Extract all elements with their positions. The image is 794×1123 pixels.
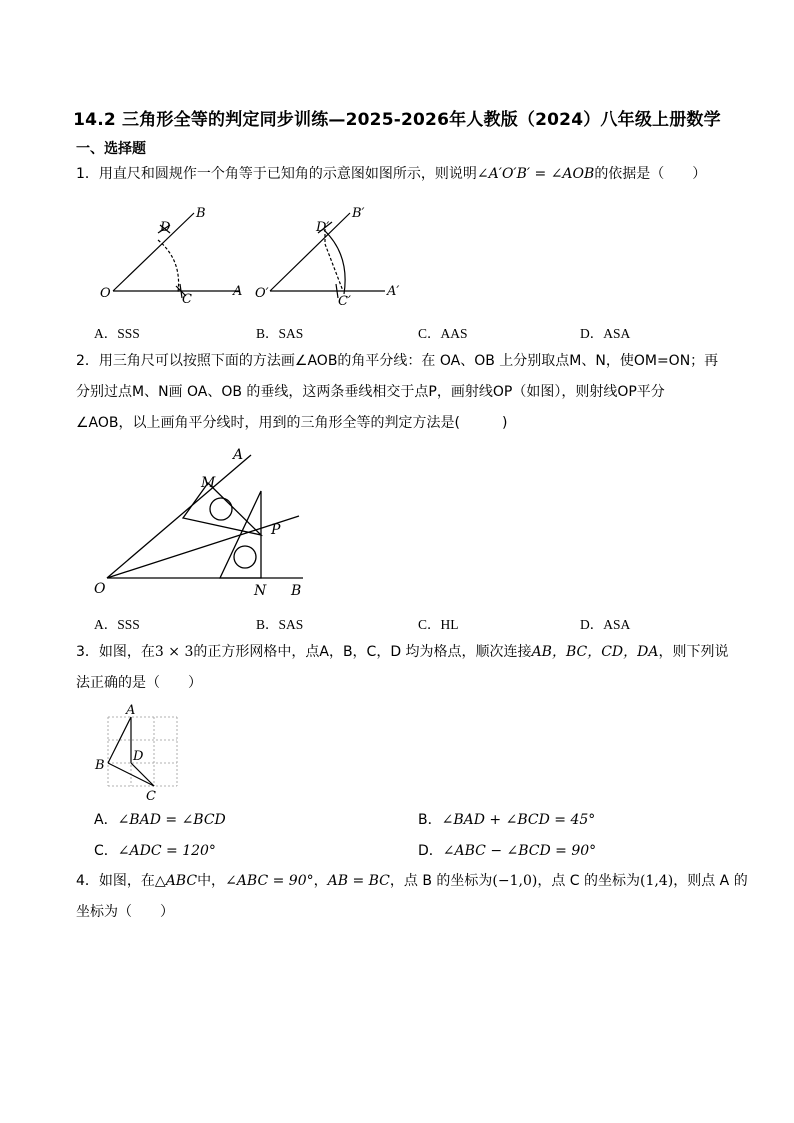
question-text: 用直尺和圆规作一个角等于已知角的示意图如图所示，则说明	[98, 166, 477, 182]
question-4-stem	[76, 866, 748, 896]
label-d: D	[160, 220, 171, 235]
option-letter: A．	[94, 812, 118, 828]
math-expression: △ABC	[154, 873, 198, 889]
figure-grid-3x3	[90, 700, 190, 806]
label-b-prime: B′	[352, 206, 365, 221]
option-math: ∠BAD + ∠BCD = 45°	[441, 812, 596, 828]
label-a: A	[233, 447, 244, 463]
figure-angle-bisector	[85, 443, 325, 603]
construction-arc	[158, 240, 179, 292]
option-math: ∠ABC − ∠BCD = 90°	[442, 843, 597, 859]
q2-option-d[interactable]: D．ASA	[580, 617, 631, 632]
math-expression: ∠A′O′B′ = ∠AOB	[476, 166, 595, 182]
option-math: ∠BAD = ∠BCD	[117, 812, 226, 828]
set-square-triangle	[220, 491, 261, 578]
math-expression: (1,4)	[640, 873, 674, 889]
question-text: ，则下列说	[658, 644, 729, 660]
question-number: 3．	[76, 644, 99, 660]
q3-option-b[interactable]	[418, 805, 595, 835]
label-c: C	[146, 789, 156, 804]
q3-option-c[interactable]	[94, 836, 216, 866]
math-expression: 3 × 3	[154, 644, 194, 660]
question-text: ，则点 A 的	[673, 873, 748, 889]
segment-cd	[131, 763, 154, 786]
math-expression: AB = BC	[327, 873, 390, 889]
label-o-prime: O′	[255, 286, 269, 301]
ray-ob	[113, 213, 194, 291]
math-expression: ∠ABC = 90°	[225, 873, 314, 889]
set-square-hole	[234, 546, 256, 568]
label-a: A	[126, 703, 136, 718]
set-square-triangle	[183, 483, 261, 535]
question-text: 用三角尺可以按照下面的方法画∠AOB的角平分线：在 OA、OB 上分别取点M、N，使OM=ON；再	[98, 353, 719, 369]
q2-option-a[interactable]: A．SSS	[94, 617, 140, 632]
option-letter: B．	[418, 812, 442, 828]
q3-option-a[interactable]	[94, 805, 226, 835]
question-text: ，	[313, 873, 328, 889]
q1-option-b[interactable]: B．SAS	[256, 326, 304, 341]
q1-option-d[interactable]: D．ASA	[580, 326, 631, 341]
q3-option-d[interactable]	[418, 836, 596, 866]
option-letter: D．	[418, 843, 443, 859]
question-number: 4．	[76, 873, 99, 889]
question-text: 如图，在	[98, 873, 155, 889]
question-text: 的正方形网格中，点A，B，C，D 均为格点，顺次连接	[193, 644, 532, 660]
q1-option-a[interactable]: A．SSS	[94, 326, 140, 341]
question-number: 1．	[76, 166, 99, 182]
page-title: 14.2 三角形全等的判定同步训练—2025-2026年人教版（2024）八年级上册数学	[73, 110, 721, 130]
label-b: B	[95, 758, 105, 773]
question-4-line-2: 坐标为（ ）	[76, 904, 174, 920]
set-square-hole	[210, 498, 232, 520]
label-b: B	[291, 583, 302, 599]
question-text: ，点 C 的坐标为	[537, 873, 641, 889]
math-expression: AB，BC，CD，DA	[531, 644, 659, 660]
q2-option-c[interactable]: C．HL	[418, 617, 459, 632]
label-o: O	[100, 286, 111, 301]
question-2-line-3: ∠AOB，以上画角平分线时，用到的三角形全等的判定方法是( )	[76, 415, 508, 431]
question-3-stem	[76, 637, 729, 667]
question-text: ，点 B 的坐标为	[389, 873, 493, 889]
question-text: 中，	[197, 873, 226, 889]
dashed-segment	[325, 244, 343, 291]
label-d-prime: D′	[316, 220, 330, 235]
question-text: 如图，在	[98, 644, 155, 660]
question-number: 2．	[76, 353, 99, 369]
label-p: P	[271, 522, 281, 538]
question-2-line-2: 分别过点M、N画 OA、OB 的垂线，这两条垂线相交于点P，画射线OP（如图），则射线OP平分	[76, 384, 665, 400]
label-a-prime: A′	[387, 284, 400, 299]
question-2-stem	[76, 346, 718, 376]
label-c: C	[182, 292, 192, 307]
q1-option-c[interactable]: C．AAS	[418, 326, 468, 341]
option-letter: C．	[94, 843, 118, 859]
q2-option-b[interactable]: B．SAS	[256, 617, 304, 632]
label-c-prime: C′	[338, 294, 351, 309]
segment-ab	[108, 717, 131, 763]
option-math: ∠ADC = 120°	[117, 843, 216, 859]
math-expression: (−1,0)	[492, 873, 538, 889]
question-text: 的依据是（ ）	[594, 166, 707, 182]
label-d: D	[133, 749, 144, 764]
question-1-stem	[76, 159, 706, 189]
label-a: A	[233, 284, 243, 299]
label-b: B	[196, 206, 206, 221]
label-o: O	[94, 581, 106, 597]
label-n: N	[254, 583, 267, 599]
label-m: M	[201, 475, 216, 491]
section-heading: 一、选择题	[76, 141, 146, 157]
question-3-line-2: 法正确的是（ ）	[76, 675, 202, 691]
figure-angle-construction	[90, 200, 420, 310]
construction-arc	[324, 230, 345, 294]
